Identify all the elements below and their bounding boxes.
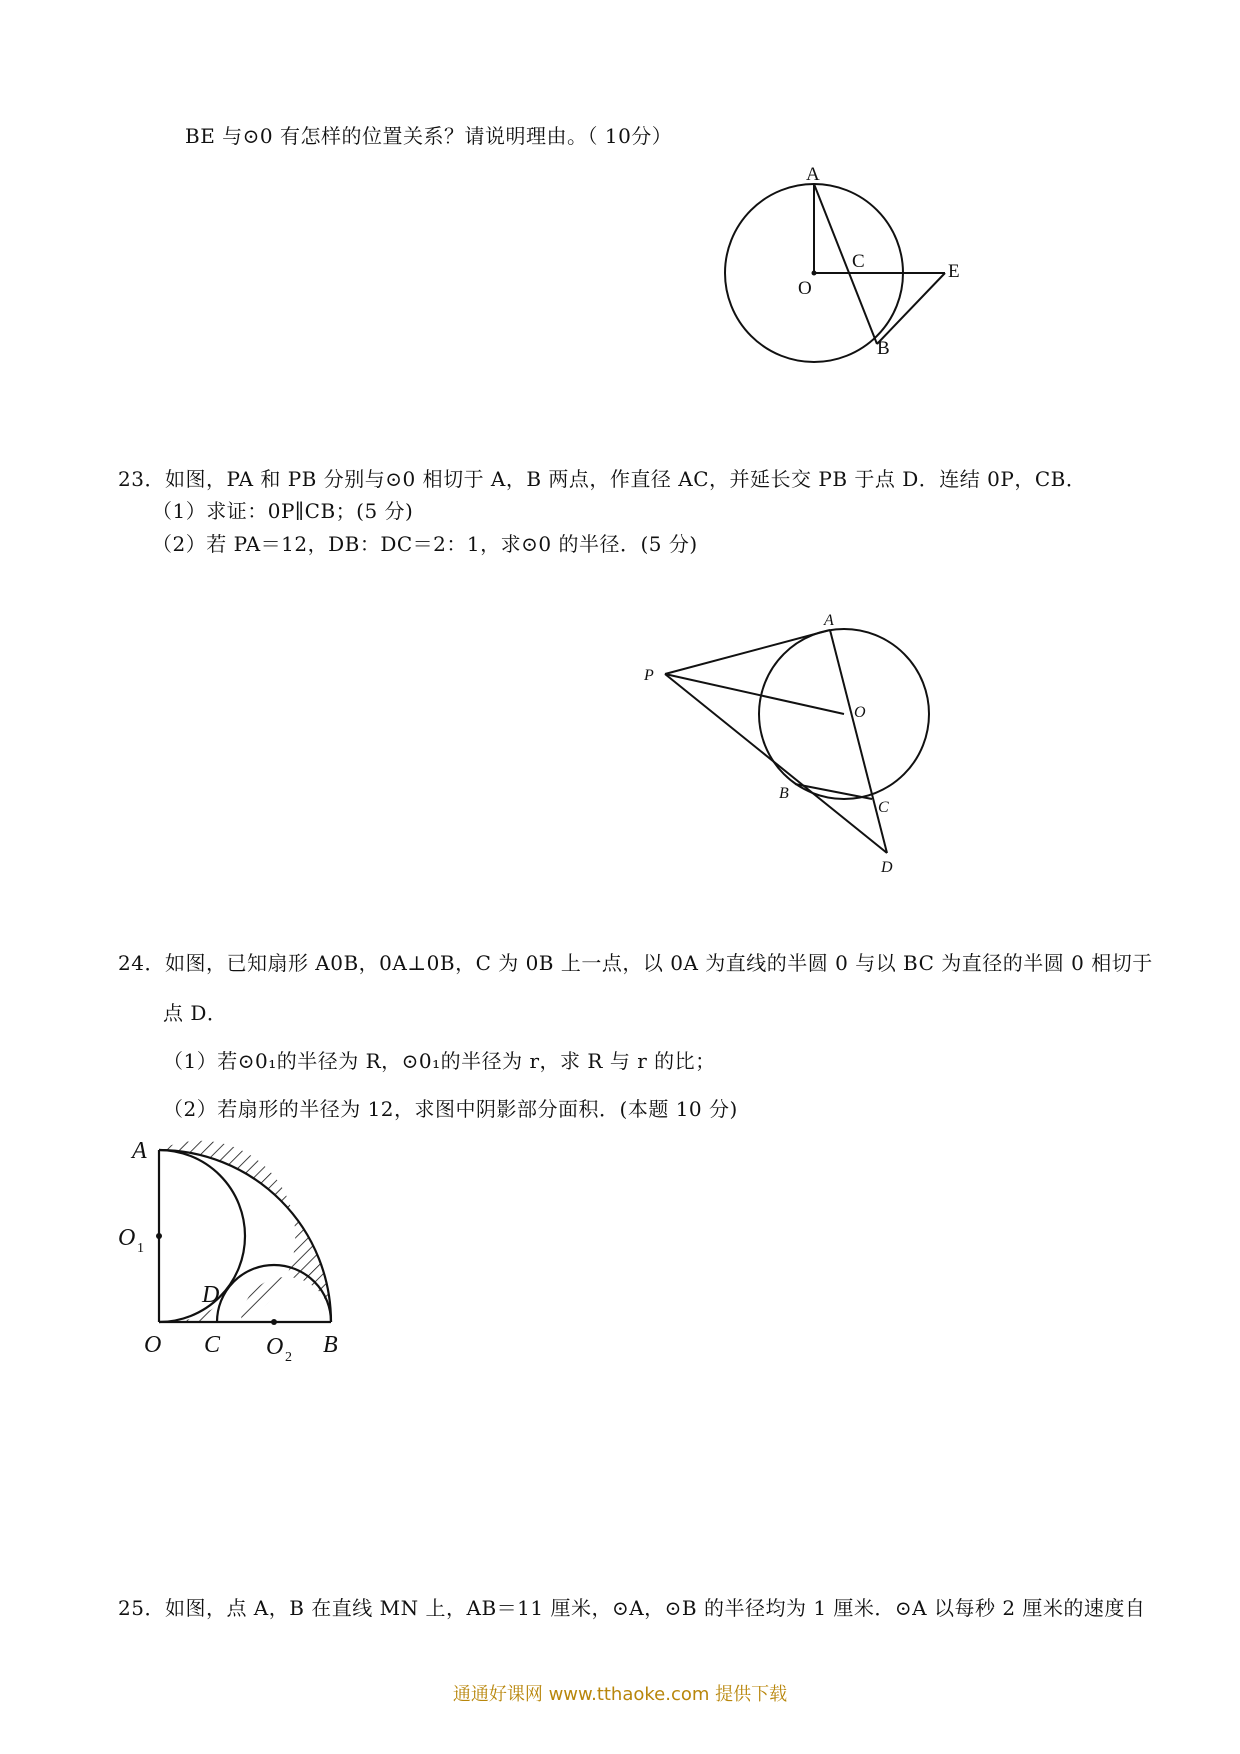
q23-part1: （1）求证：0P∥CB；(5 分) [152,499,414,523]
q24-label-O: O [144,1332,162,1358]
q24-label-O1-sub: 1 [137,1241,144,1256]
q23-label-P: P [644,667,654,684]
q23-tangent-PA [665,630,830,674]
q23-label-B: B [779,785,789,802]
q24-part2: （2）若扇形的半径为 12，求图中阴影部分面积．(本题 10 分) [163,1097,738,1121]
q23-part2: （2）若 PA＝12，DB：DC＝2：1，求⊙0 的半径．(5 分) [152,532,698,556]
q22-label-O: O [798,278,812,299]
q24-label-O2-sub: 2 [285,1350,292,1365]
q24-label-D: D [202,1282,220,1308]
page-footer: 通通好课网 www.tthaoke.com 提供下载 [452,1684,788,1705]
q22-segment-EB [877,273,945,344]
q23-segment-AD [830,630,887,853]
q24-label-B: B [323,1332,338,1358]
q24-figure [110,1130,380,1370]
q24-part1: （1）若⊙0₁的半径为 R，⊙0₁的半径为 r，求 R 与 r 的比； [163,1049,716,1073]
q22-label-A: A [806,164,820,185]
q24-label-O1: O [118,1225,136,1251]
q23-label-A: A [824,612,834,629]
q23-segment-PO [665,674,844,714]
q24-stem-line2: 点 D． [163,1001,228,1025]
q22-tail-text: BE 与⊙0 有怎样的位置关系？请说明理由。（ 10分） [185,124,673,148]
q23-stem: 23．如图，PA 和 PB 分别与⊙0 相切于 A，B 两点，作直径 AC，并延长交 PB 于点 D．连结 0P，CB． [118,467,1087,491]
q22-segment-AB [814,184,877,344]
q22-label-E: E [948,261,960,282]
q23-label-C: C [878,799,889,816]
q22-label-B: B [877,338,890,359]
q22-label-C: C [852,251,865,272]
q22-figure [720,160,980,370]
q23-label-O: O [854,704,866,721]
q23-figure [630,600,950,880]
q24-label-A: A [132,1138,147,1164]
q24-stem-line1: 24．如图，已知扇形 A0B，0A⊥0B，C 为 0B 上一点，以 0A 为直线的半圆 0 与以 BC 为直径的半圆 0 相切于 [118,951,1153,975]
q23-label-D: D [881,859,893,876]
q23-tangent-PD [665,674,887,853]
q24-label-O2: O [266,1334,284,1360]
q23-segment-BC [795,784,872,799]
q25-stem: 25．如图，点 A，B 在直线 MN 上，AB＝11 厘米，⊙A，⊙B 的半径均为 1 厘米．⊙A 以每秒 2 厘米的速度自 [118,1596,1146,1620]
q24-label-C: C [204,1332,221,1358]
